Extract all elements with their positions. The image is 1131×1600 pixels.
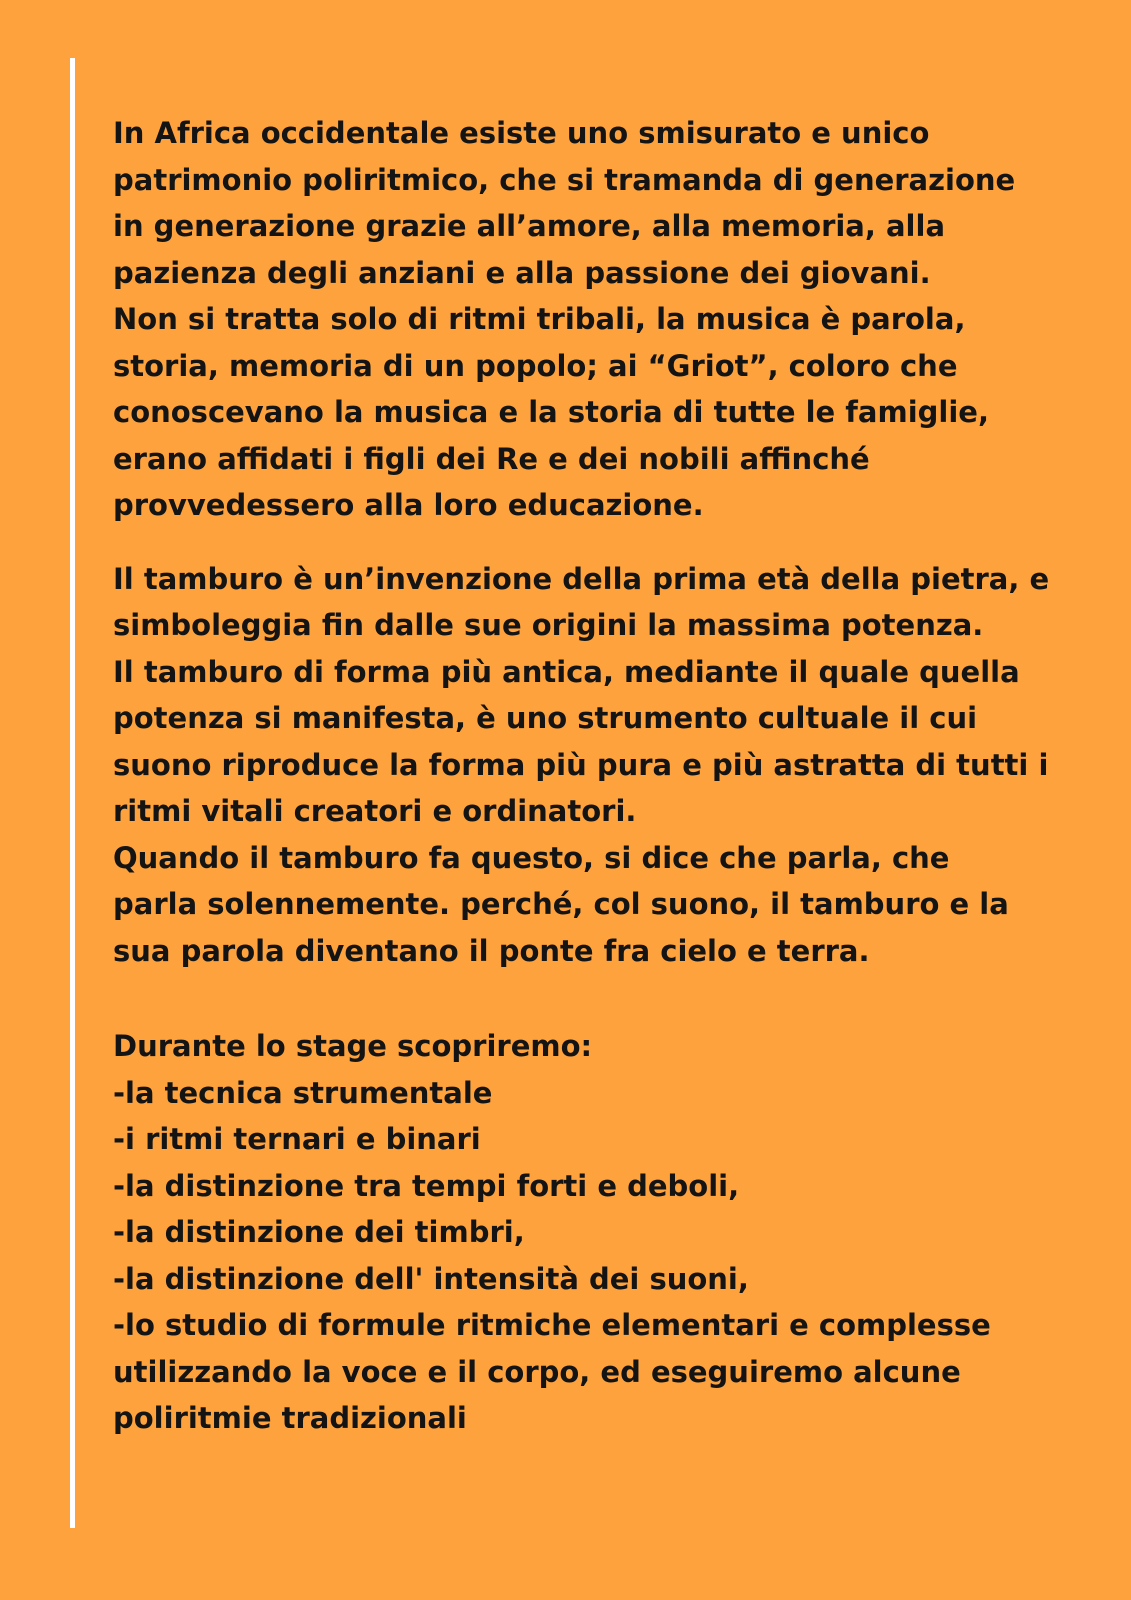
paragraph-drum-history [113,556,1103,975]
text-line: ritmi vitali creatori e ordinatori. [113,794,637,828]
text-line: patrimonio poliritmico, che si tramanda di generazione [113,162,1016,197]
text-line: simboleggia fin dalle sue origini la massima potenza. [113,608,984,642]
text-line: conoscevano la musica e la storia di tutte le famiglie, [113,395,989,429]
text-line: sua parola diventano il ponte fra cielo e terra. [113,933,870,968]
list-item: -la distinzione dell' intensità dei suoni, [113,1261,749,1296]
text-line: pazienza degli anziani e alla passione dei giovani. [113,255,931,290]
text-line: Il tamburo di forma più antica, mediante il quale quella [113,654,1020,689]
text-line: In Africa occidentale esiste uno smisurato e unico [113,116,930,150]
text-line: erano affidati i figli dei Re e dei nobili affinché [113,441,870,476]
text-line: poliritmie tradizionali [113,1401,467,1435]
text-line: suono riproduce la forma più pura e più astratta di tutti i [113,747,1049,782]
text-line: storia, memoria di un popolo; ai “Griot”, coloro che [113,348,958,383]
list-item: -la distinzione tra tempi forti e deboli, [113,1168,740,1203]
text-line: utilizzando la voce e il corpo, ed eseguiremo alcune [113,1354,961,1389]
vertical-accent-line [70,58,75,1528]
text-line: in generazione grazie all’amore, alla memoria, alla [113,209,946,243]
list-item: -la tecnica strumentale [113,1075,493,1110]
text-line: provvedessero alla loro educazione. [113,488,704,522]
paragraph-stage-program [113,1023,1103,1442]
text-line: Quando il tamburo fa questo, si dice che parla, che [113,840,950,875]
body-text [113,110,1103,1442]
text-line: potenza si manifesta, è uno strumento cultuale il cui [113,701,978,735]
paragraph-polyrhythmic-heritage [113,110,1103,529]
text-line: Durante lo stage scopriremo: [113,1029,593,1063]
list-item: -lo studio di formule ritmiche elementari e complesse [113,1308,991,1342]
list-item: -la distinzione dei timbri, [113,1215,525,1249]
text-line: Il tamburo è un’invenzione della prima età della pietra, e [113,561,1050,596]
list-item: -i ritmi ternari e binari [113,1122,481,1156]
text-line: parla solennemente. perché, col suono, il tamburo e la [113,887,1009,921]
text-line: Non si tratta solo di ritmi tribali, la musica è parola, [113,302,966,336]
